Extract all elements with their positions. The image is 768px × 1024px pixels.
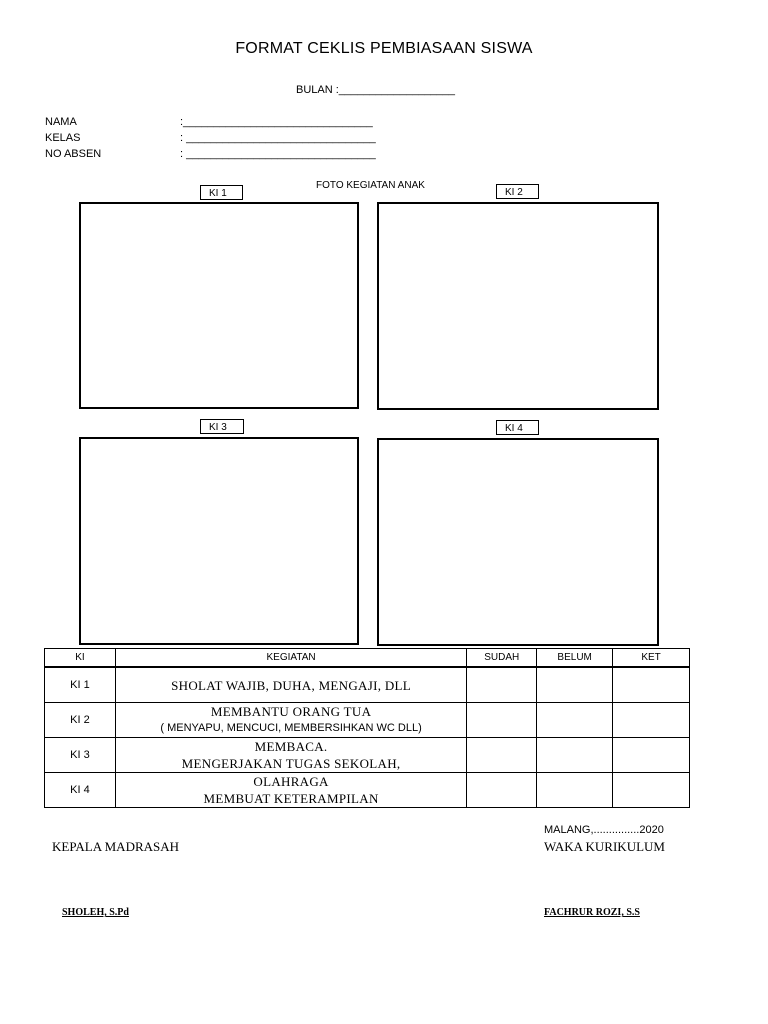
kegiatan-line: SHOLAT WAJIB, DUHA, MENGAJI, DLL [171, 677, 411, 693]
table-row [45, 773, 690, 808]
right-signer-role: WAKA KURIKULUM [544, 839, 665, 854]
sudah-cell[interactable] [467, 738, 537, 773]
sudah-cell[interactable] [467, 703, 537, 738]
ket-cell[interactable] [613, 667, 690, 703]
header-kegiatan: KEGIATAN [115, 649, 466, 668]
kegiatan-cell [115, 703, 466, 738]
header-sudah: SUDAH [467, 649, 537, 668]
belum-cell[interactable] [537, 773, 613, 808]
kegiatan-subline: MEMBUAT KETERAMPILAN [203, 791, 379, 806]
sudah-cell[interactable] [467, 667, 537, 703]
belum-cell[interactable] [537, 667, 613, 703]
bulan-field [296, 84, 455, 96]
checklist-table [44, 648, 690, 808]
page-title: FORMAT CEKLIS PEMBIASAAN SISWA [235, 40, 533, 57]
kegiatan-line: MEMBACA. [254, 739, 328, 754]
ki-cell: KI 1 [45, 667, 116, 703]
sudah-cell[interactable] [467, 773, 537, 808]
ket-cell[interactable] [613, 738, 690, 773]
photo-box-ki-2 [377, 202, 659, 410]
header-ket: KET [613, 649, 690, 668]
table-row [45, 738, 690, 773]
photo-tag-ki-4: KI 4 [496, 420, 539, 435]
nama-line: :_______________________________ [180, 116, 373, 128]
no-absen-line: : _______________________________ [180, 148, 376, 160]
photo-box-ki-4 [377, 438, 659, 646]
kegiatan-cell [115, 667, 466, 703]
photo-tag-ki-1: KI 1 [200, 185, 243, 200]
kelas-label: KELAS [45, 132, 81, 144]
kegiatan-line: MEMBANTU ORANG TUA [210, 704, 372, 719]
photo-caption: FOTO KEGIATAN ANAK [316, 180, 425, 191]
kegiatan-cell [115, 738, 466, 773]
ki-cell: KI 2 [45, 703, 116, 738]
nama-label: NAMA [45, 116, 77, 128]
kegiatan-subline: MENGERJAKAN TUGAS SEKOLAH, [181, 756, 401, 771]
kelas-line: : _______________________________ [180, 132, 376, 144]
kegiatan-line: OLAHRAGA [253, 774, 329, 789]
photo-box-ki-1 [79, 202, 359, 409]
ki-cell: KI 4 [45, 773, 116, 808]
ket-cell[interactable] [613, 703, 690, 738]
table-row [45, 667, 690, 703]
ket-cell[interactable] [613, 773, 690, 808]
no-absen-label: NO ABSEN [45, 148, 102, 160]
photo-box-ki-3 [79, 437, 359, 645]
left-signer-role: KEPALA MADRASAH [52, 839, 180, 854]
right-signer-name: FACHRUR ROZI, S.S [544, 907, 640, 918]
bulan-line: ___________________ [338, 84, 456, 96]
header-ki: KI [45, 649, 116, 668]
ki-cell: KI 3 [45, 738, 116, 773]
kegiatan-subline: ( MENYAPU, MENCUCI, MEMBERSIHKAN WC DLL) [160, 722, 422, 734]
photo-tag-ki-3: KI 3 [200, 419, 244, 434]
photo-tag-ki-2: KI 2 [496, 184, 539, 199]
table-header-row [45, 649, 690, 668]
belum-cell[interactable] [537, 703, 613, 738]
header-belum: BELUM [537, 649, 613, 668]
table-row [45, 703, 690, 738]
place-date: MALANG,...............2020 [544, 824, 664, 836]
bulan-label: BULAN : [296, 84, 339, 96]
kegiatan-cell [115, 773, 466, 808]
belum-cell[interactable] [537, 738, 613, 773]
left-signer-name: SHOLEH, S.Pd [62, 907, 129, 918]
